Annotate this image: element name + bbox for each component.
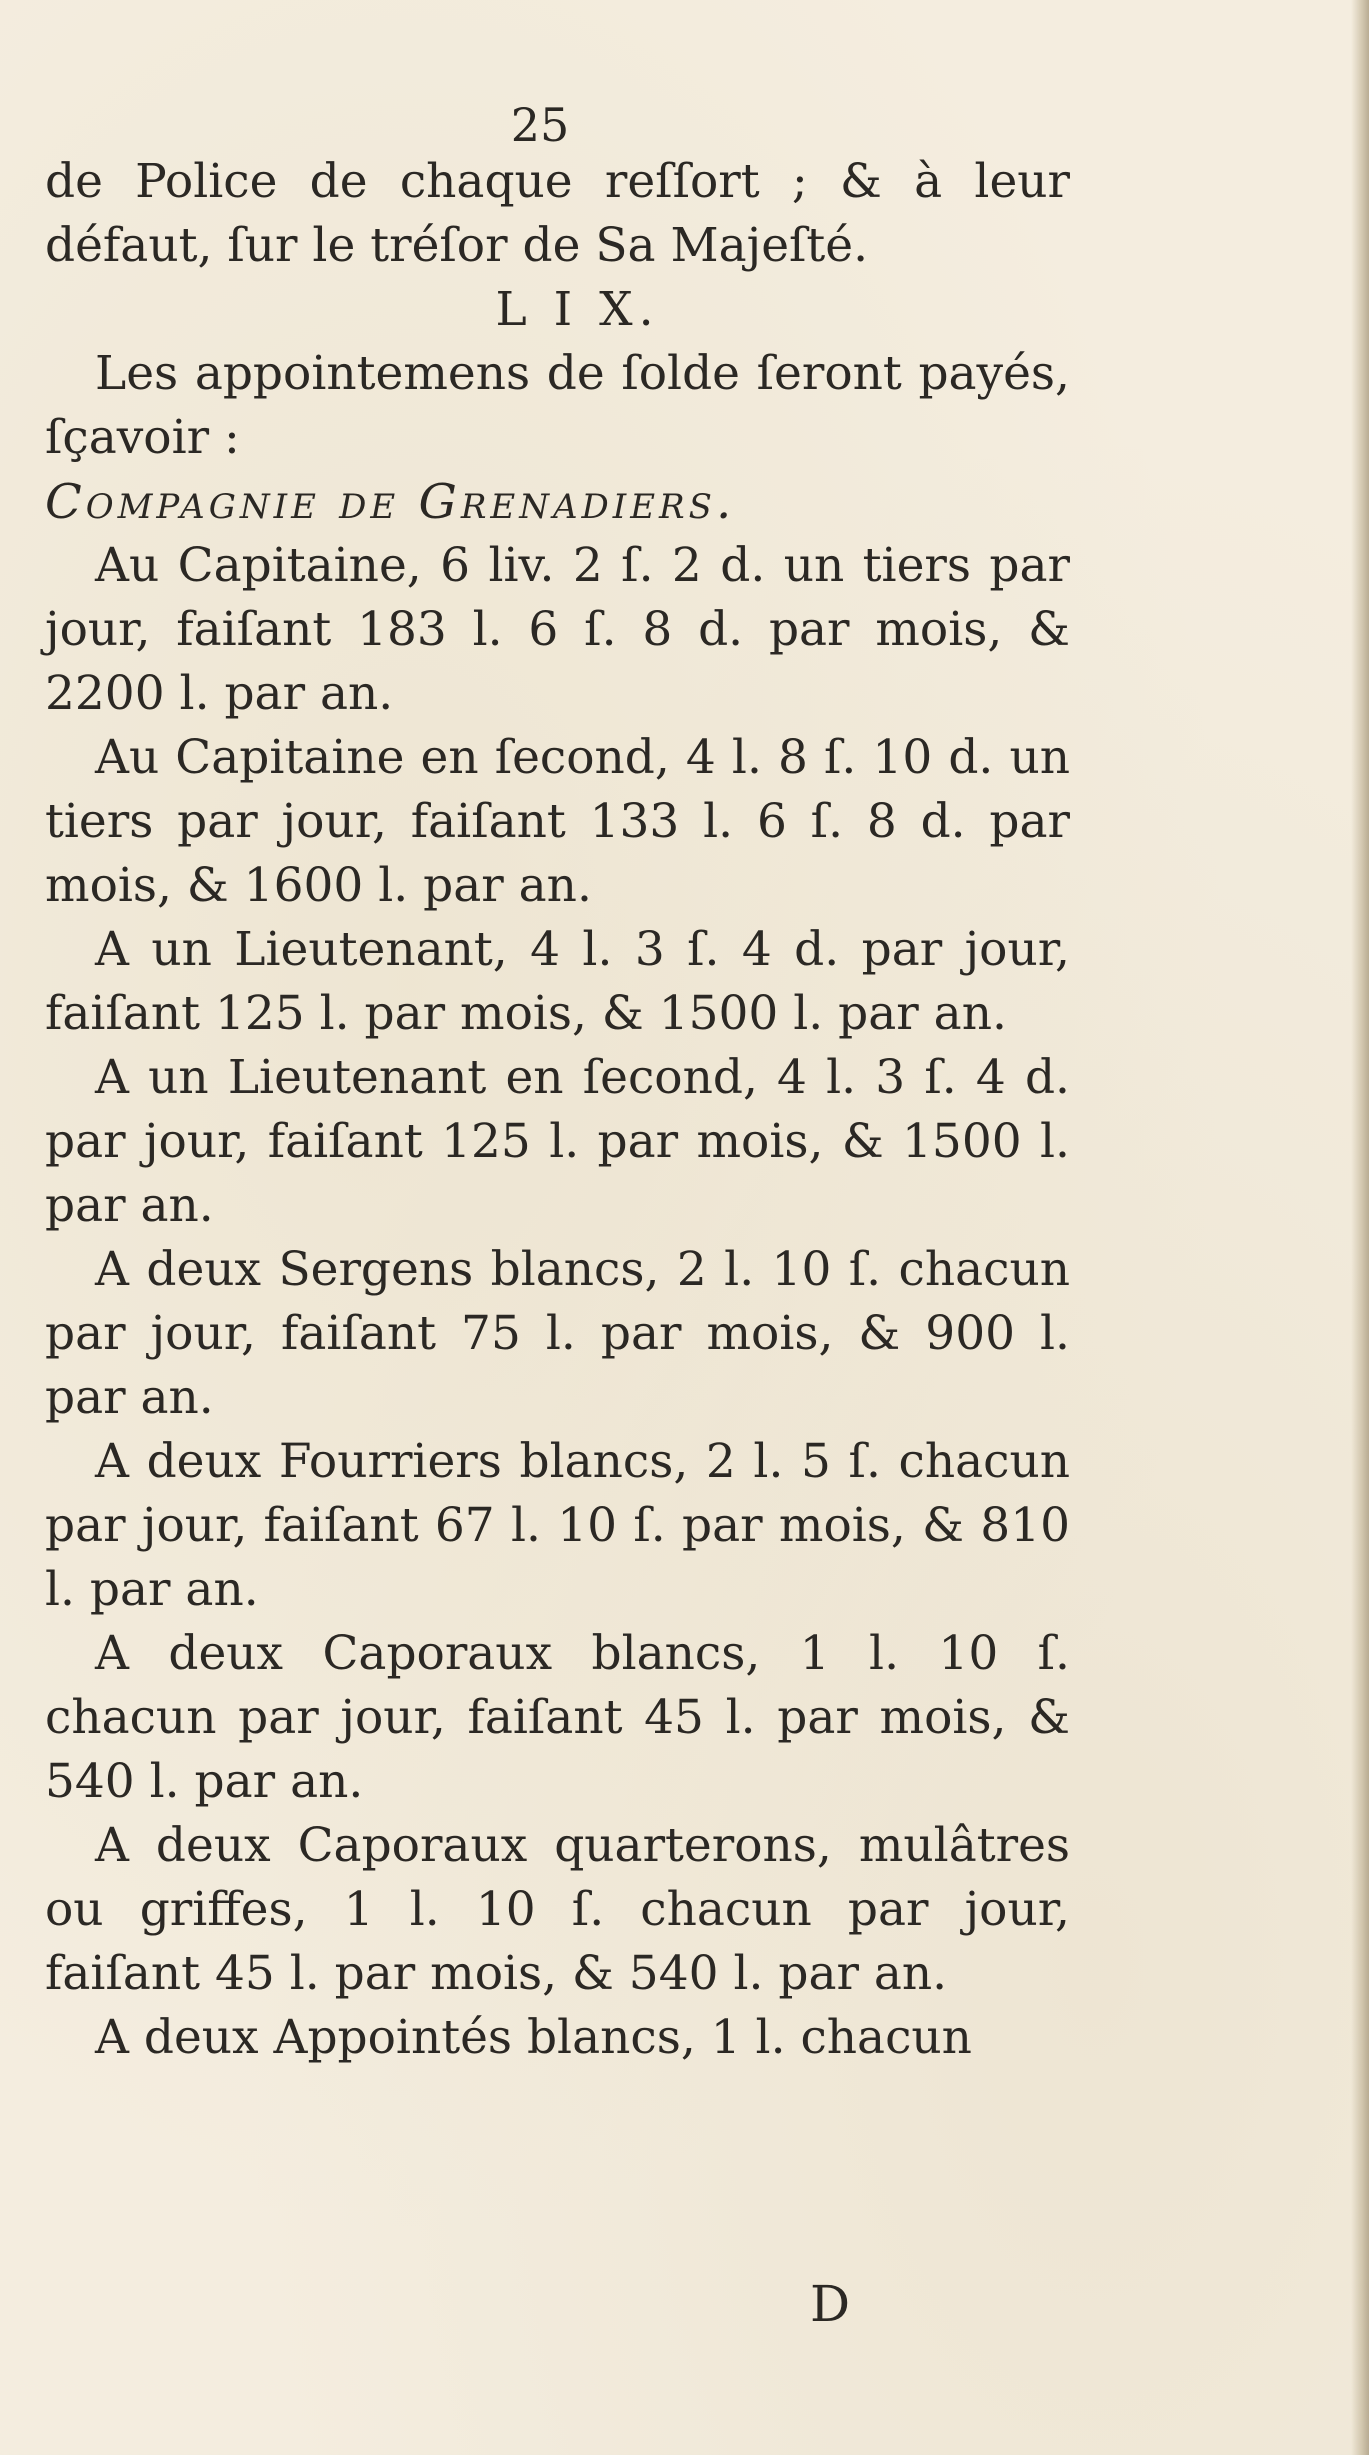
pay-entry-sergeants: A deux Sergens blancs, 2 l. 10 ſ. chacun par jour, faiſant 75 l. par mois, & 900 l. par an. <box>45 1242 1070 1425</box>
pay-entry-captain: Au Capitaine, 6 liv. 2 ſ. 2 d. un tiers par jour, faiſant 183 l. 6 ſ. 8 d. par mois, & 2200 l. par an. <box>45 538 1070 721</box>
pay-entry-corporals-quarteron: A deux Caporaux quarterons, mulâtres ou griffes, 1 l. 10 ſ. chacun par jour, faiſant 45 l. par mois, & 540 l. par an. <box>45 1818 1070 2001</box>
page-text-block <box>45 150 1070 2070</box>
pay-entry-lieutenant: A un Lieutenant, 4 l. 3 ſ. 4 d. par jour, faiſant 125 l. par mois, & 1500 l. par an. <box>45 922 1070 1041</box>
pay-entry-second-lieutenant: A un Lieutenant en ſecond, 4 l. 3 ſ. 4 d. par jour, faiſant 125 l. par mois, & 1500 l. par an. <box>45 1050 1070 1233</box>
page-number: 25 <box>510 98 570 152</box>
pay-entry-second-captain: Au Capitaine en ſecond, 4 l. 8 ſ. 10 d. un tiers par jour, faiſant 133 l. 6 ſ. 8 d. par mois, & 1600 l. par an. <box>45 730 1070 913</box>
article-intro-paragraph: Les appointemens de ſolde ſeront payés, ſçavoir : <box>45 346 1070 465</box>
continuation-paragraph: de Police de chaque reſſort ; & à leur défaut, ſur le tréſor de Sa Majeſté. <box>45 154 1070 273</box>
article-number: L I X. <box>495 282 660 337</box>
page-gutter-shadow <box>1351 0 1369 2455</box>
pay-entry-appointes: A deux Appointés blancs, 1 l. chacun <box>95 2010 972 2065</box>
signature-mark: D <box>809 2275 851 2333</box>
pay-entry-corporals-white: A deux Caporaux blancs, 1 l. 10 ſ. chacun par jour, faiſant 45 l. par mois, & 540 l. par an. <box>45 1626 1070 1809</box>
pay-entry-quartermasters: A deux Fourriers blancs, 2 l. 5 ſ. chacun par jour, faiſant 67 l. 10 ſ. par mois, & 810 l. par an. <box>45 1434 1070 1617</box>
company-heading: Compagnie de Grenadiers. <box>45 474 736 530</box>
